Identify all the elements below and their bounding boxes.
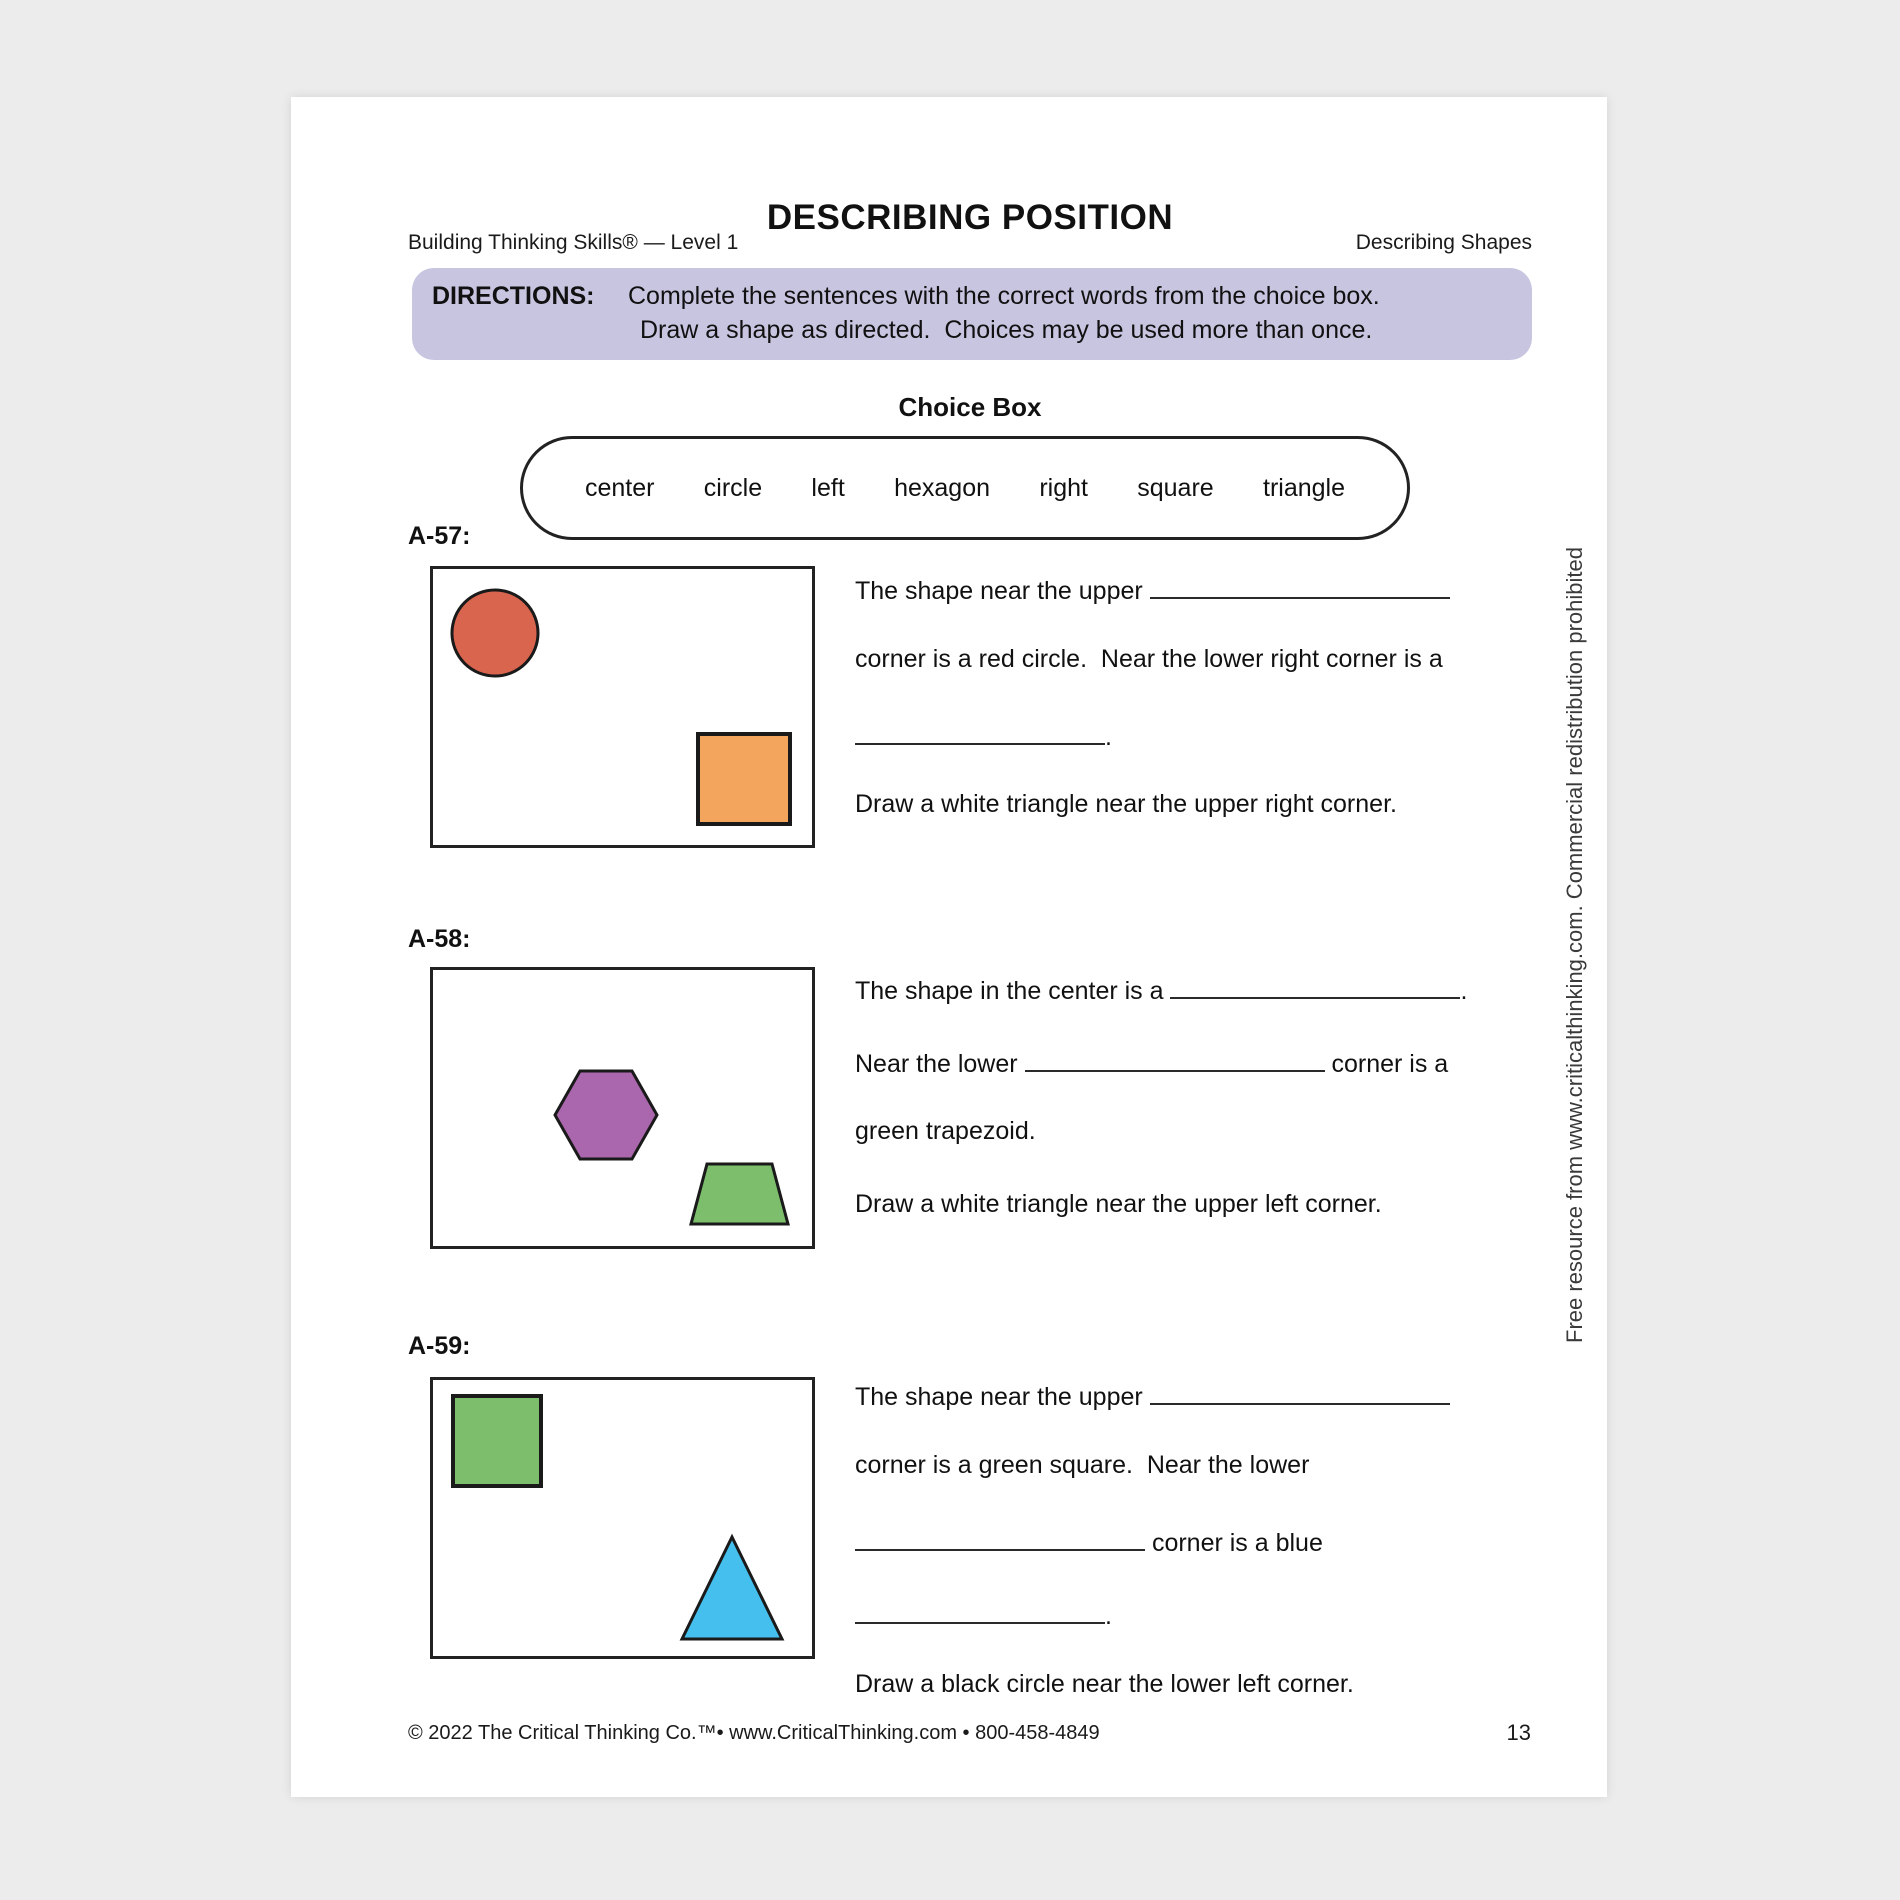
a58-blank-1[interactable] (1170, 972, 1460, 999)
a58-sentence-2-end: corner is a (1324, 1050, 1449, 1078)
choice-option-left: left (811, 473, 845, 502)
a57-blank-2[interactable] (855, 718, 1105, 745)
a59-blank-1[interactable] (1150, 1378, 1450, 1405)
purple-hexagon-shape (555, 1071, 657, 1159)
choice-box (520, 436, 1410, 540)
choice-option-right: right (1039, 473, 1088, 502)
orange-square-shape (698, 734, 790, 824)
problem-a58-figure (430, 967, 815, 1249)
a58-sentence-2-text: Near the lower (855, 1050, 1025, 1078)
a58-sentence-1 (855, 972, 1467, 1006)
a58-sentence-1-text: The shape in the center is a (855, 977, 1171, 1005)
green-trapezoid-shape (691, 1164, 788, 1224)
choice-option-center: center (585, 473, 655, 502)
a59-sentence-3 (855, 1524, 1323, 1558)
directions-label: DIRECTIONS: (432, 282, 595, 310)
a57-sentence-2: corner is a red circle. Near the lower right corner is a (855, 645, 1443, 673)
problem-a59-label: A-59: (408, 1332, 471, 1360)
a58-sentence-2 (855, 1045, 1448, 1079)
footer-copyright: © 2022 The Critical Thinking Co.™• www.CriticalThinking.com • 800-458-4849 (408, 1722, 1100, 1744)
a57-sentence-3-text: . (1105, 723, 1112, 751)
worksheet-page (291, 97, 1607, 1797)
a57-sentence-1 (855, 572, 1450, 606)
a59-sentence-4-end: . (1105, 1602, 1112, 1630)
green-square-shape (453, 1396, 541, 1486)
red-circle-shape (452, 590, 538, 676)
choice-option-square: square (1137, 473, 1214, 502)
choice-option-triangle: triangle (1263, 473, 1345, 502)
header-right: Describing Shapes (1355, 231, 1532, 254)
a58-sentence-3: green trapezoid. (855, 1117, 1036, 1145)
a57-blank-1[interactable] (1150, 572, 1450, 599)
directions-box (412, 268, 1532, 360)
problem-a57-figure (430, 566, 815, 848)
a58-sentence-4: Draw a white triangle near the upper left corner. (855, 1190, 1382, 1218)
a59-sentence-1-text: The shape near the upper (855, 1383, 1150, 1411)
problem-a59-figure (430, 1377, 815, 1659)
a59-blank-3[interactable] (855, 1597, 1105, 1624)
a59-sentence-3-end: corner is a blue (1145, 1529, 1323, 1557)
page-title: DESCRIBING POSITION (766, 198, 1174, 237)
a59-sentence-5: Draw a black circle near the lower left corner. (855, 1670, 1354, 1698)
page-number: 13 (1506, 1720, 1531, 1745)
a59-sentence-1 (855, 1378, 1450, 1412)
a57-sentence-1-text: The shape near the upper (855, 577, 1150, 605)
a57-sentence-3 (855, 718, 1112, 752)
a59-blank-2[interactable] (855, 1524, 1145, 1551)
choice-option-circle: circle (703, 473, 763, 502)
problem-a57-label: A-57: (408, 522, 471, 550)
choice-option-hexagon: hexagon (894, 473, 991, 502)
blue-triangle-shape (682, 1537, 782, 1639)
directions-line-2: Draw a shape as directed. Choices may be used more than once. (640, 316, 1373, 344)
margin-note: Free resource from www.criticalthinking.com. Commercial redistribution prohibited (1562, 547, 1587, 1343)
a59-sentence-4 (855, 1597, 1112, 1631)
directions-line-1: Complete the sentences with the correct words from the choice box. (628, 282, 1380, 310)
a58-sentence-1-end: . (1460, 977, 1468, 1005)
problem-a58-label: A-58: (408, 925, 471, 953)
a57-sentence-4: Draw a white triangle near the upper right corner. (855, 790, 1397, 818)
a58-blank-2[interactable] (1025, 1045, 1325, 1072)
a59-sentence-2: corner is a green square. Near the lower (855, 1451, 1310, 1479)
choice-box-heading: Choice Box (898, 392, 1042, 422)
header-left: Building Thinking Skills® — Level 1 (408, 231, 739, 254)
